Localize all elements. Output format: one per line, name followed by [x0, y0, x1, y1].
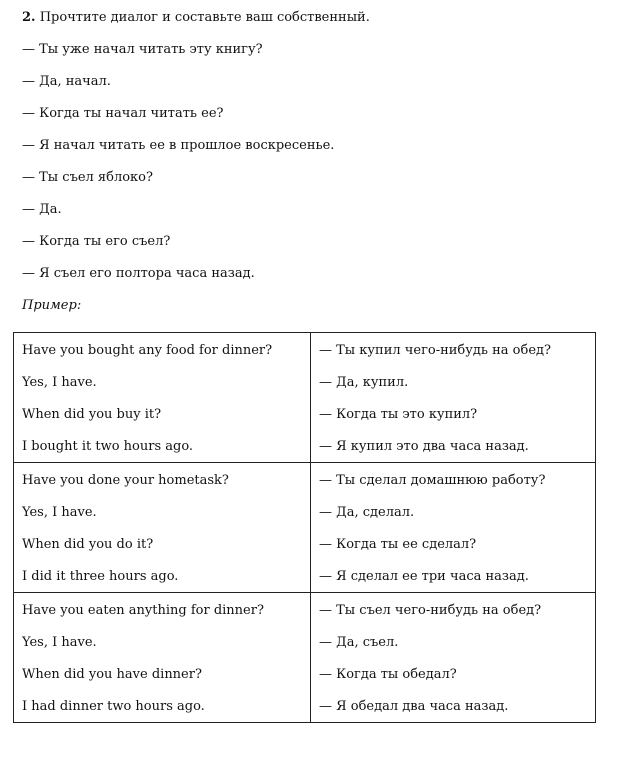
- table-row: [14, 463, 596, 593]
- english-line: When did you buy it?: [22, 407, 162, 422]
- russian-line: — Да, купил.: [319, 375, 409, 390]
- english-dialog-cell: [14, 333, 311, 463]
- task-heading: [22, 9, 370, 27]
- english-line: Have you done your hometask?: [22, 473, 229, 488]
- russian-line: — Я сделал ее три часа назад.: [319, 569, 529, 584]
- russian-line: — Да, съел.: [319, 635, 399, 650]
- russian-dialog-cell: [311, 333, 596, 463]
- english-dialog-cell: [14, 463, 311, 593]
- task-instruction: Прочтите диалог и составьте ваш собственный.: [39, 10, 370, 25]
- english-line: Have you bought any food for dinner?: [22, 343, 273, 358]
- russian-line: — Когда ты обедал?: [319, 667, 457, 682]
- russian-line: — Ты сделал домашнюю работу?: [319, 473, 546, 488]
- russian-line: — Ты купил чего-нибудь на обед?: [319, 343, 551, 358]
- task-number: 2.: [22, 10, 36, 25]
- russian-line: — Я обедал два часа назад.: [319, 699, 509, 714]
- english-line: I did it three hours ago.: [22, 569, 179, 584]
- russian-line: — Ты съел чего-нибудь на обед?: [319, 603, 542, 618]
- russian-line: — Да, сделал.: [319, 505, 415, 520]
- table-row: [14, 333, 596, 463]
- dialog-line: — Да, начал.: [22, 74, 111, 89]
- english-line: Yes, I have.: [22, 505, 97, 520]
- example-label: Пример:: [22, 298, 82, 313]
- english-line: I had dinner two hours ago.: [22, 699, 205, 714]
- russian-line: — Я купил это два часа назад.: [319, 439, 529, 454]
- english-line: I bought it two hours ago.: [22, 439, 194, 454]
- dialog-line: — Я начал читать ее в прошлое воскресенье.: [22, 138, 335, 153]
- english-line: When did you do it?: [22, 537, 154, 552]
- english-line: Yes, I have.: [22, 635, 97, 650]
- dialog-line: — Когда ты его съел?: [22, 234, 171, 249]
- russian-dialog-cell: [311, 593, 596, 723]
- russian-dialog-cell: [311, 463, 596, 593]
- dialog-line: — Ты съел яблоко?: [22, 170, 153, 185]
- examples-table: [13, 332, 596, 723]
- dialog-line: — Ты уже начал читать эту книгу?: [22, 42, 263, 57]
- dialog-line: — Да.: [22, 202, 62, 217]
- russian-line: — Когда ты ее сделал?: [319, 537, 477, 552]
- dialog-line: — Я съел его полтора часа назад.: [22, 266, 255, 281]
- table-row: [14, 593, 596, 723]
- english-line: Yes, I have.: [22, 375, 97, 390]
- english-line: When did you have dinner?: [22, 667, 202, 682]
- english-line: Have you eaten anything for dinner?: [22, 603, 264, 618]
- dialog-line: — Когда ты начал читать ее?: [22, 106, 224, 121]
- english-dialog-cell: [14, 593, 311, 723]
- russian-line: — Когда ты это купил?: [319, 407, 478, 422]
